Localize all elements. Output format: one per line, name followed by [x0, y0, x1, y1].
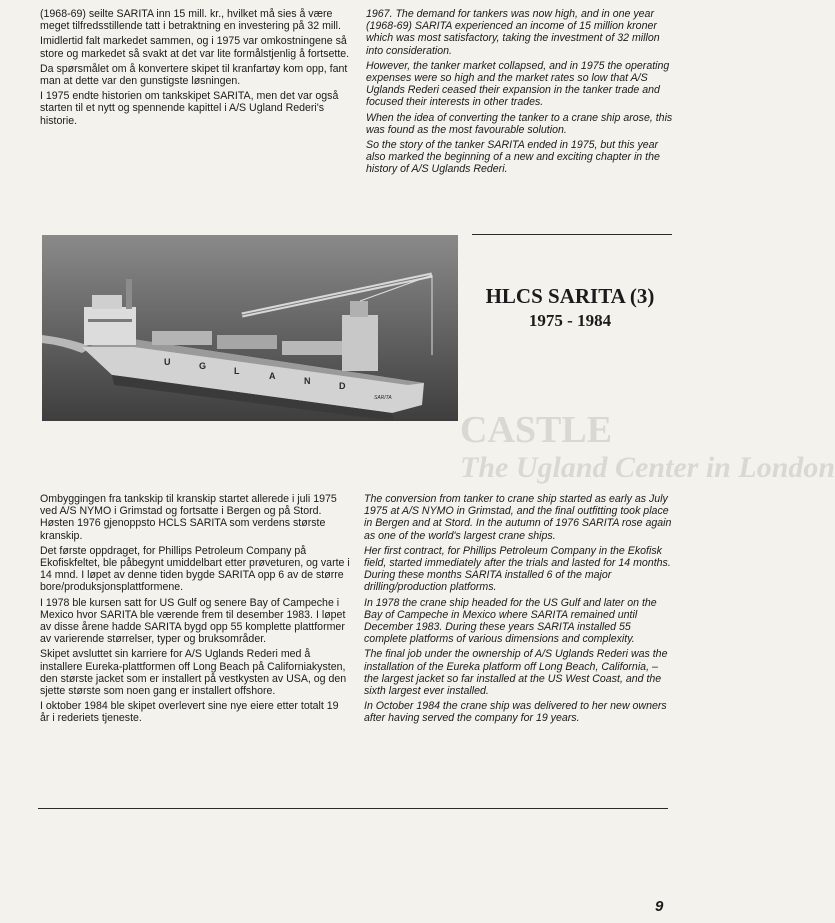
ghost-line: CASTLE: [460, 409, 613, 451]
paragraph: Imidlertid falt markedet sammen, og i 1975 var omkostningene så store og markedet så svakt at det var lite formålstjenlig å fortsette.: [40, 35, 350, 60]
hull-letter: G: [199, 361, 207, 371]
show-through-text: [460, 409, 835, 496]
paragraph: Da spørsmålet om å konvertere skipet til kranfartøy kom opp, fant man at dette var den gunstigste løsningen.: [40, 62, 348, 88]
heading-years: 1975 - 1984: [528, 311, 612, 330]
paragraph: The conversion from tanker to crane ship started as early as July 1975 at A/S NYMO in Grimstad, and the final outfitting took place in Bergen and at Stord. In the autumn of 1976 SARITA rose again as one of the world's largest crane ships.: [364, 493, 672, 542]
paragraph: (1968-69) seilte SARITA inn 15 mill. kr., hvilket må sies å være meget tilfredsstillende tatt i betraktning en investering på 32 mill.: [40, 8, 341, 33]
crane-ship-photo: [42, 235, 458, 421]
paragraph: I 1978 ble kursen satt for US Gulf og senere Bay of Campeche i Mexico hvor SARITA ble værende frem til desember 1983. I løpet av disse årene hadde SARITA bygd opp 55 komplette plattformer av varierende størrelser, typer og bruksområder.: [40, 596, 346, 646]
paragraph: Det første oppdraget, for Phillips Petroleum Company på Ekofiskfeltet, ble påbegynt umiddelbart etter prøveturen, og varte i 14 mnd. I løpet av denne tiden bygde SARITA opp 6 av de større bore/produksjonsplattformene.: [40, 544, 350, 594]
paragraph: Ombyggingen fra tankskip til kranskip startet allerede i juli 1975 ved A/S NYMO i Grimstad og fortsatte i Bergen og på Stord. Høsten 1976 gjenoppsto HCLS SARITA som verdens største kranskip.: [40, 493, 337, 542]
top-english-column: [366, 8, 674, 179]
bow-name: SARITA: [374, 395, 392, 401]
bottom-norwegian-column: [40, 493, 350, 728]
paragraph: Her first contract, for Phillips Petroleum Company in the Ekofisk field, started immediately after the trials and lasted for 14 months. During these months SARITA installed 6 of the major drilling/production platforms.: [364, 544, 671, 594]
top-norwegian-column: [40, 8, 350, 130]
bottom-english-column: [364, 493, 674, 728]
hull-letter: U: [164, 357, 171, 367]
paragraph: I 1975 endte historien om tankskipet SARITA, men det var også starten til et nytt og spennende kapittel i A/S Ugland Rederi's historie.: [40, 90, 339, 127]
hull-letter: D: [339, 381, 346, 391]
section-heading: [462, 283, 678, 333]
paragraph: In October 1984 the crane ship was delivered to her new owners after having served the company for 19 years.: [364, 700, 667, 725]
paragraph: In 1978 the crane ship headed for the US Gulf and later on the Bay of Campeche in Mexico where SARITA remained until December 1983. During these years SARITA installed 55 complete platforms of various dimensions and complexity.: [364, 596, 657, 646]
paragraph: When the idea of converting the tanker to a crane ship arose, this was found as the most favourable solution.: [366, 111, 673, 136]
paragraph: I oktober 1984 ble skipet overlevert sine nye eiere etter totalt 19 år i rederiets tjeneste.: [40, 700, 339, 725]
paragraph: However, the tanker market collapsed, and in 1975 the operating expenses were so high and the market rates so low that A/S Uglands Rederi ceased their expansion in the tanker trade and focused their interests in other trades.: [366, 59, 670, 109]
hull-letter: N: [304, 376, 311, 386]
heading-title: HLCS SARITA (3): [485, 284, 655, 308]
bottom-rule: [38, 808, 668, 809]
heading-rule: [472, 234, 672, 235]
hull-letter: A: [269, 371, 276, 381]
ghost-line: The Ugland Center in London: [460, 451, 835, 484]
page-number: 9: [655, 898, 664, 915]
paragraph: So the story of the tanker SARITA ended in 1975, but this year also marked the beginning of a new and exciting chapter in the history of A/S Uglands Rederi.: [366, 139, 660, 176]
paragraph: Skipet avsluttet sin karriere for A/S Uglands Rederi med å installere Eureka-plattformen off Long Beach på Californiakysten, den største jacket som er installert på vestkysten av USA, og den sjette største som noen gang er installert offshore.: [40, 648, 347, 698]
paragraph: 1967. The demand for tankers was now high, and in one year (1968-69) SARITA experienced an income of 15 million kroner which was most satisfactory, taking the investment of 32 millon into consideration.: [366, 8, 660, 57]
hull-letter: L: [234, 366, 240, 376]
paragraph: The final job under the ownership of A/S Uglands Rederi was the installation of the Eureka platform off Long Beach, California, – the largest jacket so far installed at the US West Coast, and the sixth largest ever installed.: [364, 648, 668, 698]
